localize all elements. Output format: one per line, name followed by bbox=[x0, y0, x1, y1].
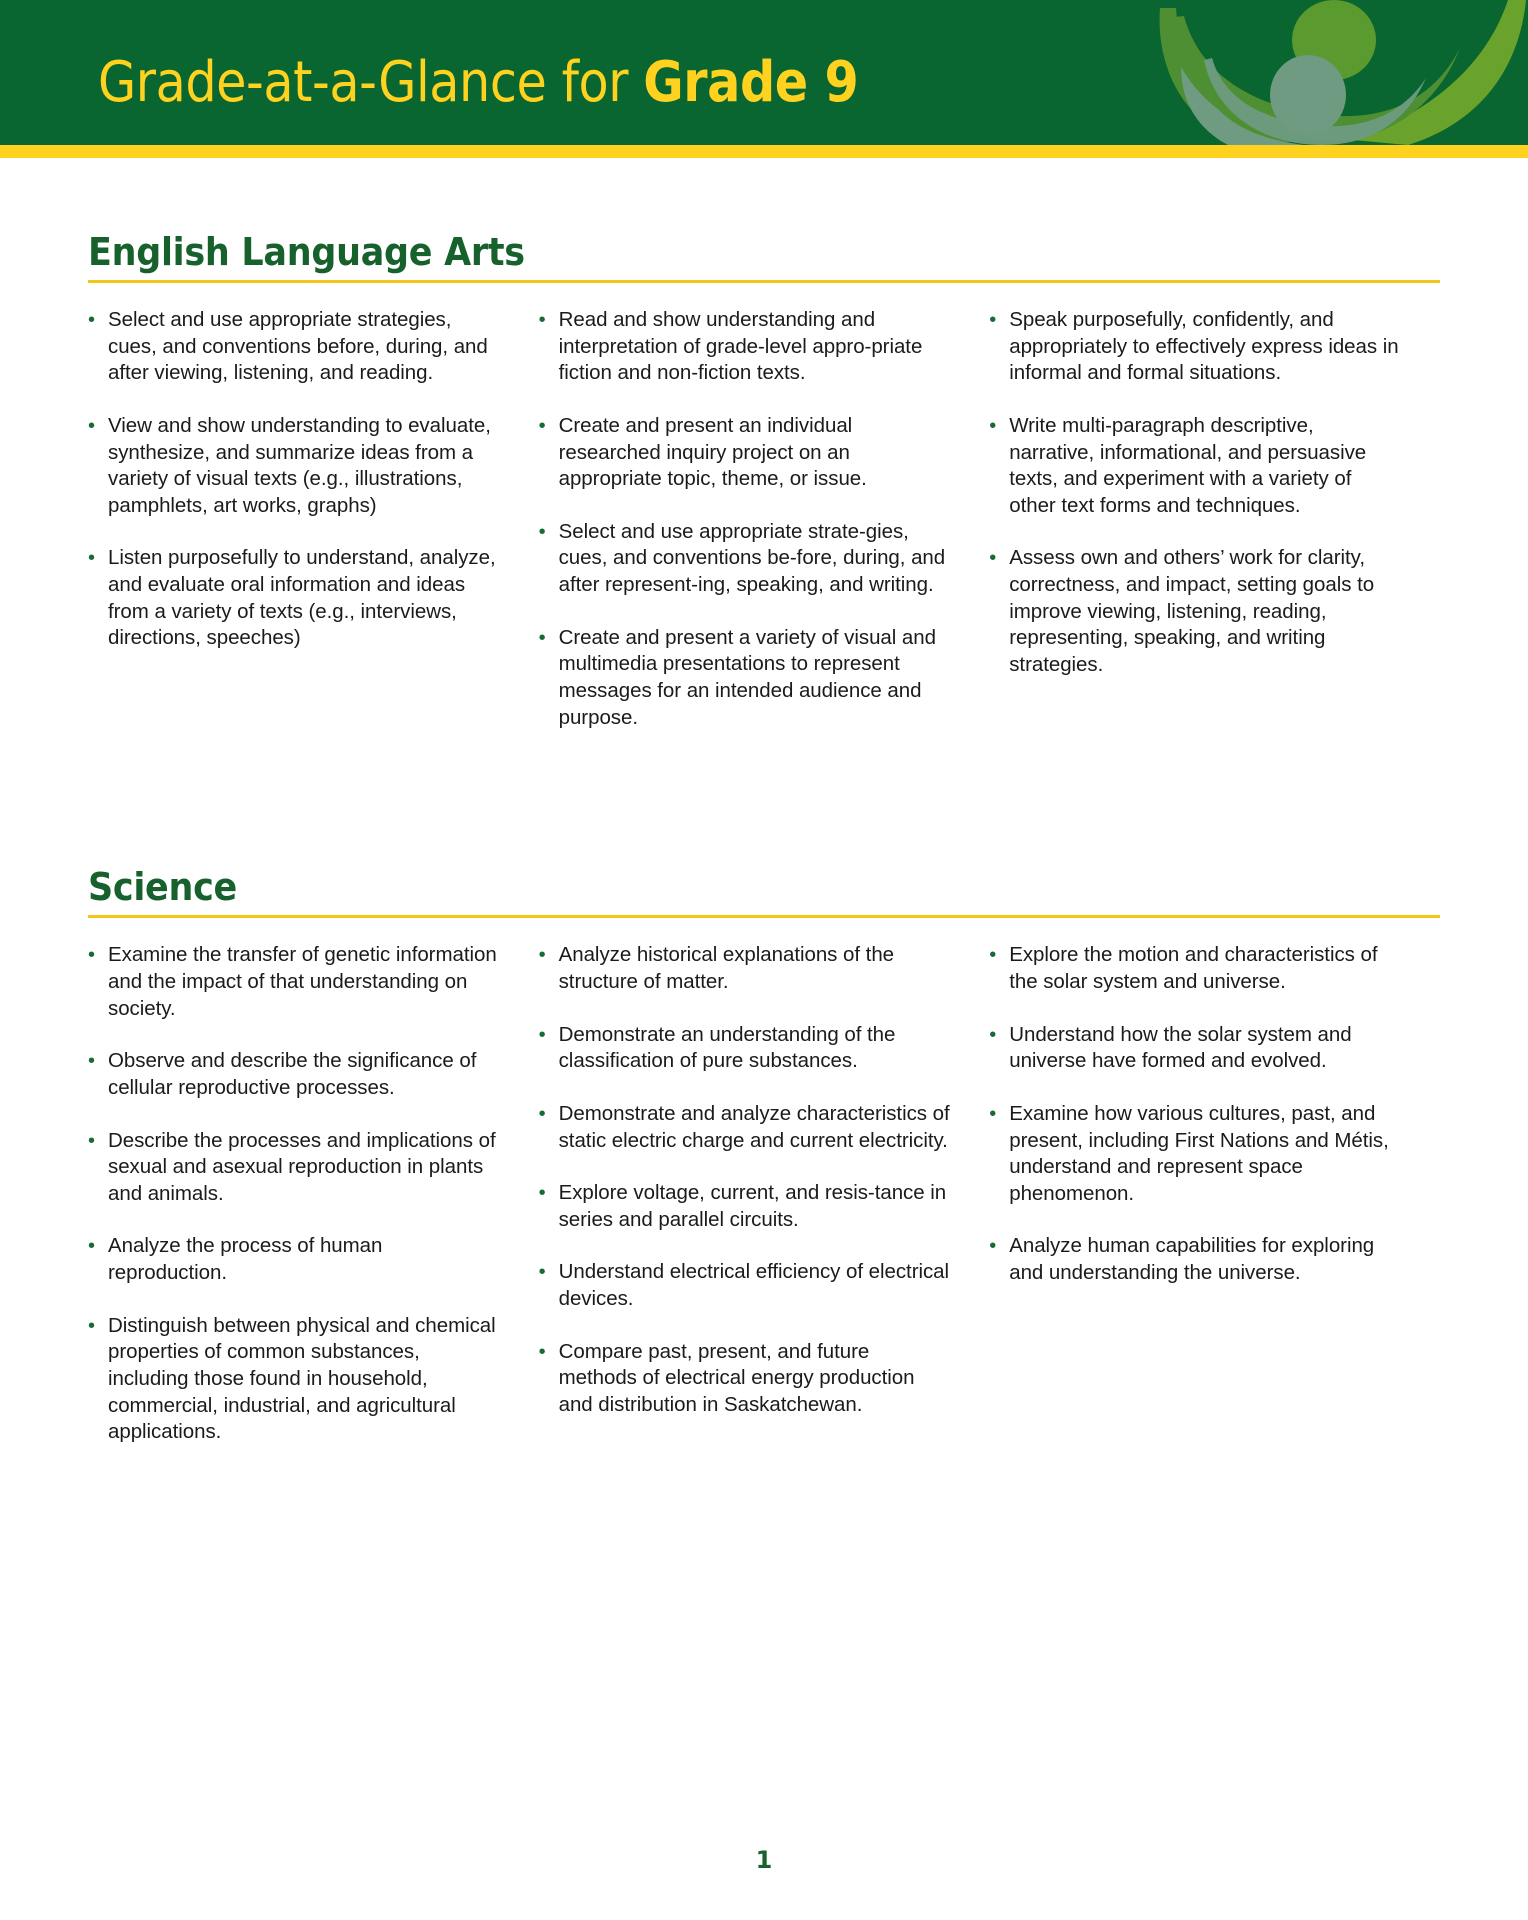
section-science bbox=[88, 865, 1440, 1472]
list-item bbox=[539, 307, 952, 387]
header-accent-bar bbox=[0, 145, 1528, 158]
bullet-dot-icon: • bbox=[538, 1102, 546, 1125]
bullet-dot-icon: • bbox=[989, 309, 997, 331]
bullet-dot-icon: • bbox=[538, 1340, 546, 1363]
section-rule-ela bbox=[88, 280, 1440, 283]
list-item bbox=[539, 942, 952, 995]
list-item-text: Analyze historical explanations of the structure of matter. bbox=[558, 943, 895, 993]
list-item-text: Write multi-paragraph descriptive, narrative, informational, and persuasive texts, and experiment with a variety of other text forms and techniques. bbox=[1009, 413, 1367, 517]
bullet-dot-icon: • bbox=[989, 1102, 997, 1125]
column-ela-3 bbox=[989, 307, 1440, 705]
list-item bbox=[989, 545, 1402, 678]
list-item-text: Analyze human capabilities for exploring and understanding the universe. bbox=[1009, 1234, 1375, 1285]
bullet-dot-icon: • bbox=[538, 309, 546, 331]
section-english-language-arts bbox=[88, 230, 1440, 757]
list-item bbox=[539, 413, 952, 493]
bullet-dot-icon: • bbox=[989, 1235, 997, 1258]
bullet-dot-icon: • bbox=[538, 626, 546, 649]
bullet-dot-icon: • bbox=[538, 1261, 546, 1284]
page-title-prefix: Grade-at-a-Glance for bbox=[98, 50, 644, 115]
bullet-dot-icon: • bbox=[88, 414, 96, 437]
list-item-text: Create and present an individual researched inquiry project on an appropriate topic, theme, or issue. bbox=[558, 413, 867, 491]
bullet-dot-icon: • bbox=[989, 1023, 997, 1046]
list-item bbox=[539, 1259, 952, 1312]
bullet-dot-icon: • bbox=[88, 944, 96, 967]
section-heading-science: Science bbox=[88, 865, 237, 910]
column-science-3 bbox=[989, 942, 1440, 1312]
bullet-dot-icon: • bbox=[88, 547, 96, 570]
list-item bbox=[539, 1339, 952, 1419]
page-number: 1 bbox=[755, 1846, 773, 1874]
page-title-grade: Grade 9 bbox=[643, 50, 859, 115]
list-item bbox=[88, 1313, 501, 1446]
column-science-2 bbox=[539, 942, 990, 1444]
list-item-text: Analyze the process of human reproduction. bbox=[108, 1234, 383, 1285]
list-item-text: Understand electrical efficiency of electrical devices. bbox=[558, 1260, 950, 1311]
list-item-text: Select and use appropriate strategies, cues, and conventions before, during, and after viewing, listening, and reading. bbox=[108, 308, 488, 385]
list-item bbox=[989, 1022, 1402, 1075]
list-item bbox=[989, 307, 1402, 387]
list-item bbox=[88, 307, 501, 387]
list-item bbox=[539, 1101, 952, 1154]
list-item-text: Examine how various cultures, past, and present, including First Nations and Métis, understand and represent space phenomenon. bbox=[1009, 1101, 1389, 1205]
section-heading-ela: English Language Arts bbox=[88, 230, 525, 274]
column-science-1 bbox=[88, 942, 539, 1472]
list-item bbox=[88, 1048, 501, 1101]
list-item-text: Speak purposefully, confidently, and appropriately to effectively express ideas in informal and formal situations. bbox=[1009, 308, 1399, 385]
bullet-dot-icon: • bbox=[538, 944, 546, 967]
list-item-text: Demonstrate an understanding of the classification of pure substances. bbox=[558, 1022, 896, 1073]
bullet-dot-icon: • bbox=[538, 1023, 546, 1046]
page-title bbox=[98, 50, 858, 115]
list-item-text: Explore voltage, current, and resis-tance in series and parallel circuits. bbox=[558, 1181, 947, 1231]
bullet-dot-icon: • bbox=[989, 414, 997, 437]
bullet-dot-icon: • bbox=[989, 944, 997, 967]
list-item bbox=[88, 1128, 501, 1208]
bullet-dot-icon: • bbox=[88, 309, 96, 331]
section-columns-ela bbox=[88, 307, 1440, 757]
list-item bbox=[539, 1180, 952, 1233]
list-item-text: Distinguish between physical and chemical properties of common substances, including those found in household, commercial, industrial, and agricultural applications. bbox=[108, 1313, 496, 1444]
page-header bbox=[0, 0, 1528, 145]
section-rule-science bbox=[88, 915, 1440, 918]
list-item bbox=[88, 942, 501, 1022]
list-item-text: View and show understanding to evaluate, synthesize, and summarize ideas from a variety of visual texts (e.g., illustrations, pamphlets, art works, graphs) bbox=[108, 413, 491, 517]
list-item-text: Explore the motion and characteristics of the solar system and universe. bbox=[1009, 943, 1378, 993]
list-item-text: Understand how the solar system and universe have formed and evolved. bbox=[1009, 1022, 1352, 1073]
bullet-dot-icon: • bbox=[989, 547, 997, 570]
bullet-dot-icon: • bbox=[538, 1182, 546, 1205]
list-item-text: Select and use appropriate strate-gies, cues, and conventions be-fore, during, and after represent-ing, speaking, and writing. bbox=[558, 519, 946, 597]
list-item bbox=[88, 545, 501, 652]
bullet-dot-icon: • bbox=[88, 1129, 96, 1152]
list-item bbox=[989, 1101, 1402, 1208]
list-item bbox=[539, 625, 952, 732]
page-body bbox=[0, 230, 1528, 1472]
bullet-dot-icon: • bbox=[538, 414, 546, 437]
list-item-text: Demonstrate and analyze characteristics of static electric charge and current electricity. bbox=[558, 1101, 950, 1152]
bullet-dot-icon: • bbox=[538, 520, 546, 543]
list-item bbox=[88, 1233, 501, 1286]
list-item-text: Compare past, present, and future methods of electrical energy production and distribution in Saskatchewan. bbox=[558, 1339, 915, 1417]
list-item bbox=[989, 942, 1402, 995]
list-item-text: Read and show understanding and interpretation of grade-level appro-priate fiction and non-fiction texts. bbox=[558, 308, 923, 385]
bullet-dot-icon: • bbox=[88, 1314, 96, 1337]
section-columns-science bbox=[88, 942, 1440, 1472]
bullet-dot-icon: • bbox=[88, 1050, 96, 1073]
list-item-text: Observe and describe the significance of cellular reproductive processes. bbox=[108, 1049, 477, 1099]
column-ela-1 bbox=[88, 307, 539, 678]
column-ela-2 bbox=[539, 307, 990, 757]
list-item bbox=[539, 519, 952, 599]
list-item-text: Describe the processes and implications of sexual and asexual reproduction in plants and animals. bbox=[108, 1128, 496, 1205]
sunburst-person-logo-icon bbox=[1108, 0, 1528, 145]
list-item bbox=[539, 1022, 952, 1075]
list-item bbox=[989, 413, 1402, 520]
list-item-text: Create and present a variety of visual and multimedia presentations to represent messages for an intended audience and purpose. bbox=[558, 625, 936, 729]
list-item-text: Listen purposefully to understand, analyze, and evaluate oral information and ideas from a variety of texts (e.g., interviews, directions, speeches) bbox=[108, 546, 496, 650]
bullet-dot-icon: • bbox=[88, 1235, 96, 1258]
list-item bbox=[989, 1233, 1402, 1286]
list-item-text: Assess own and others’ work for clarity, correctness, and impact, setting goals to improve viewing, listening, reading, representing, speaking, and writing strategies. bbox=[1009, 546, 1375, 677]
list-item bbox=[88, 413, 501, 520]
list-item-text: Examine the transfer of genetic information and the impact of that understanding on society. bbox=[108, 943, 497, 1020]
